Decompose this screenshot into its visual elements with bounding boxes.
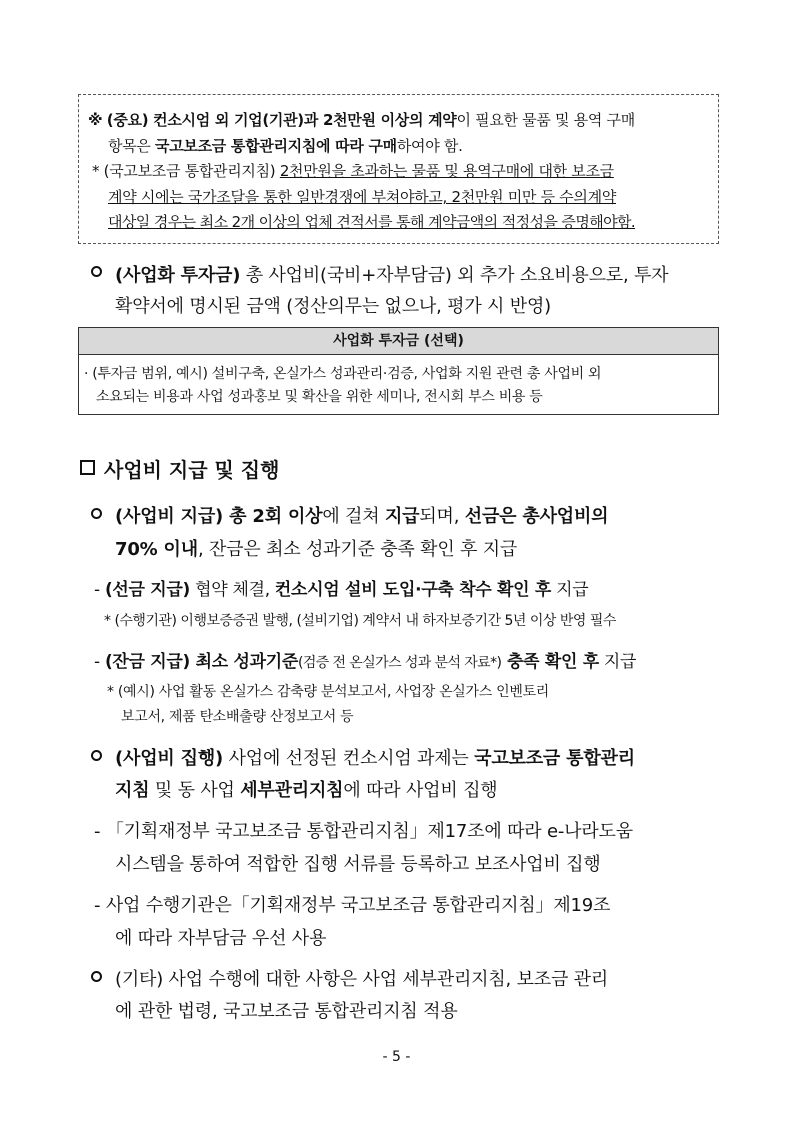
rule17-text-1: 「기획재정부 국고보조금 통합관리지침」제17조에 따라 e-나라도움: [105, 821, 633, 842]
balance-small: (검증 전 온실가스 성과 분석 자료*): [297, 655, 502, 671]
advance-text-1: 협약 체결,: [190, 580, 275, 600]
balance-bold-2: 충족 확인 후: [501, 652, 599, 672]
notice-line-3: [92, 160, 614, 181]
other-line-1: (기타) 사업 수행에 대한 사항은 사업 세부관리지침, 보조금 관리: [115, 969, 609, 990]
payment-bold-1: (사업비 지급) 총 2회 이상: [115, 506, 323, 527]
invest-table-row-1: · (투자금 범위, 예시) 설비구축, 온실가스 성과관리·검증, 사업화 지원 관련 총 사업비 외: [84, 366, 602, 382]
advance-note: * (수행기관) 이행보증증권 발행, (설비기업) 계약서 내 하자보증기간 5년 이상 반영 필수: [104, 613, 616, 629]
dash-marker: -: [94, 821, 101, 842]
circle-bullet-icon: [91, 971, 102, 982]
payment-line2-bold: 70% 이내: [115, 539, 198, 560]
execution-line2-bold-2: 세부관리지침: [240, 780, 344, 801]
circle-bullet-icon: [91, 750, 102, 761]
notice-mark: ※: [88, 111, 103, 129]
notice-line-5: 대상일 경우는 최소 2개 이상의 업체 견적서를 통해 계약금액의 적정성을 증명해야함.: [108, 213, 636, 231]
section-title: 사업비 지급 및 집행: [104, 458, 280, 482]
payment-bold-2: 지급: [384, 506, 420, 527]
balance-bold: (잔금 지급) 최소 성과기준: [104, 652, 298, 672]
execution-line2-text: 및 동 사업: [149, 780, 241, 801]
invest-table-row-2: 소요되는 비용과 사업 성과홍보 및 확산을 위한 세미나, 전시회 부스 비용 등: [96, 389, 543, 405]
section-checkbox-icon: [80, 460, 95, 475]
execution-bold: (사업비 집행): [115, 748, 224, 769]
execution-line2-bold: 지침: [115, 780, 150, 801]
balance-note-1: * (예시) 사업 활동 온실가스 감축량 분석보고서, 사업장 온실가스 인벤토리: [107, 684, 550, 700]
notice-line2-bold: 국고보조금 통합관리지침에 따라 구매: [155, 137, 397, 155]
invest-line-2: 확약서에 명시된 금액 (정산의무는 없으나, 평가 시 반영): [115, 296, 551, 317]
execution-line-2: [115, 776, 497, 802]
payment-line-2: [115, 535, 517, 561]
rule17-line-1: [94, 817, 633, 843]
balance-text-2: 지급: [598, 652, 637, 672]
dash-marker: -: [94, 580, 100, 600]
invest-bold: (사업화 투자금): [115, 265, 241, 286]
advance-line: [94, 575, 588, 600]
payment-text-1: 에 걸쳐: [322, 506, 385, 527]
notice-line3-underlined: 2천만원을 초과하는 물품 및 용역구매에 대한 보조금: [279, 162, 614, 180]
invest-line1-rest: 총 사업비(국비+자부담금) 외 추가 소요비용으로, 투자: [240, 265, 669, 286]
payment-bold-3: 선금은 총사업비의: [464, 506, 609, 527]
notice-line-4: 계약 시에는 국가조달을 통한 일반경쟁에 부쳐야하고, 2천만원 미만 등 수의계약: [108, 188, 617, 206]
circle-bullet-icon: [91, 266, 102, 277]
rule19-line-2: 에 따라 자부담금 우선 사용: [115, 928, 327, 949]
rule19-line-1: [94, 891, 610, 917]
execution-text-1: 사업에 선정된 컨소시엄 과제는: [223, 748, 475, 769]
invest-line-1: [115, 261, 668, 287]
rule17-line-2: 시스템을 통하여 적합한 집행 서류를 등록하고 보조사업비 집행: [115, 854, 601, 875]
advance-text-2: 지급: [551, 580, 589, 600]
notice-line-2: [108, 135, 463, 156]
balance-note-2: 보고서, 제품 탄소배출량 산정보고서 등: [121, 709, 354, 725]
notice-line2-rest: 하여야 함.: [396, 137, 463, 155]
payment-line-1: [115, 502, 608, 528]
payment-line2-rest: , 잔금은 최소 성과기준 충족 확인 후 지급: [197, 539, 518, 560]
page-number: - 5 -: [382, 1049, 411, 1065]
notice-line3-a: (국고보조금 통합관리지침): [103, 162, 280, 180]
dash-marker: -: [94, 652, 100, 672]
advance-bold: (선금 지급): [104, 580, 190, 600]
balance-line: [94, 647, 636, 672]
advance-bold-2: 컨소시엄 설비 도입·구축 착수 확인 후: [274, 580, 551, 600]
execution-bold-2: 국고보조금 통합관리: [474, 748, 635, 769]
execution-line2-text-2: 에 따라 사업비 집행: [343, 780, 498, 801]
invest-table-header: 사업화 투자금 (선택): [79, 328, 718, 355]
dash-marker: -: [94, 895, 101, 916]
notice-asterisk: *: [92, 162, 100, 180]
notice-line1-rest: 이 필요한 물품 및 용역 구매: [456, 111, 635, 129]
notice-important: (중요) 컨소시엄 외 기업(기관)과 2천만원 이상의 계약: [106, 111, 457, 129]
rule19-text-1: 사업 수행기관은「기획재정부 국고보조금 통합관리지침」제19조: [105, 895, 611, 916]
notice-line2-a: 항목은: [108, 137, 156, 155]
notice-line-1: [88, 109, 635, 130]
payment-text-2: 되며,: [419, 506, 465, 527]
circle-bullet-icon: [91, 508, 102, 519]
other-line-2: 에 관한 법령, 국고보조금 통합관리지침 적용: [115, 1001, 458, 1022]
execution-line-1: [115, 744, 635, 770]
